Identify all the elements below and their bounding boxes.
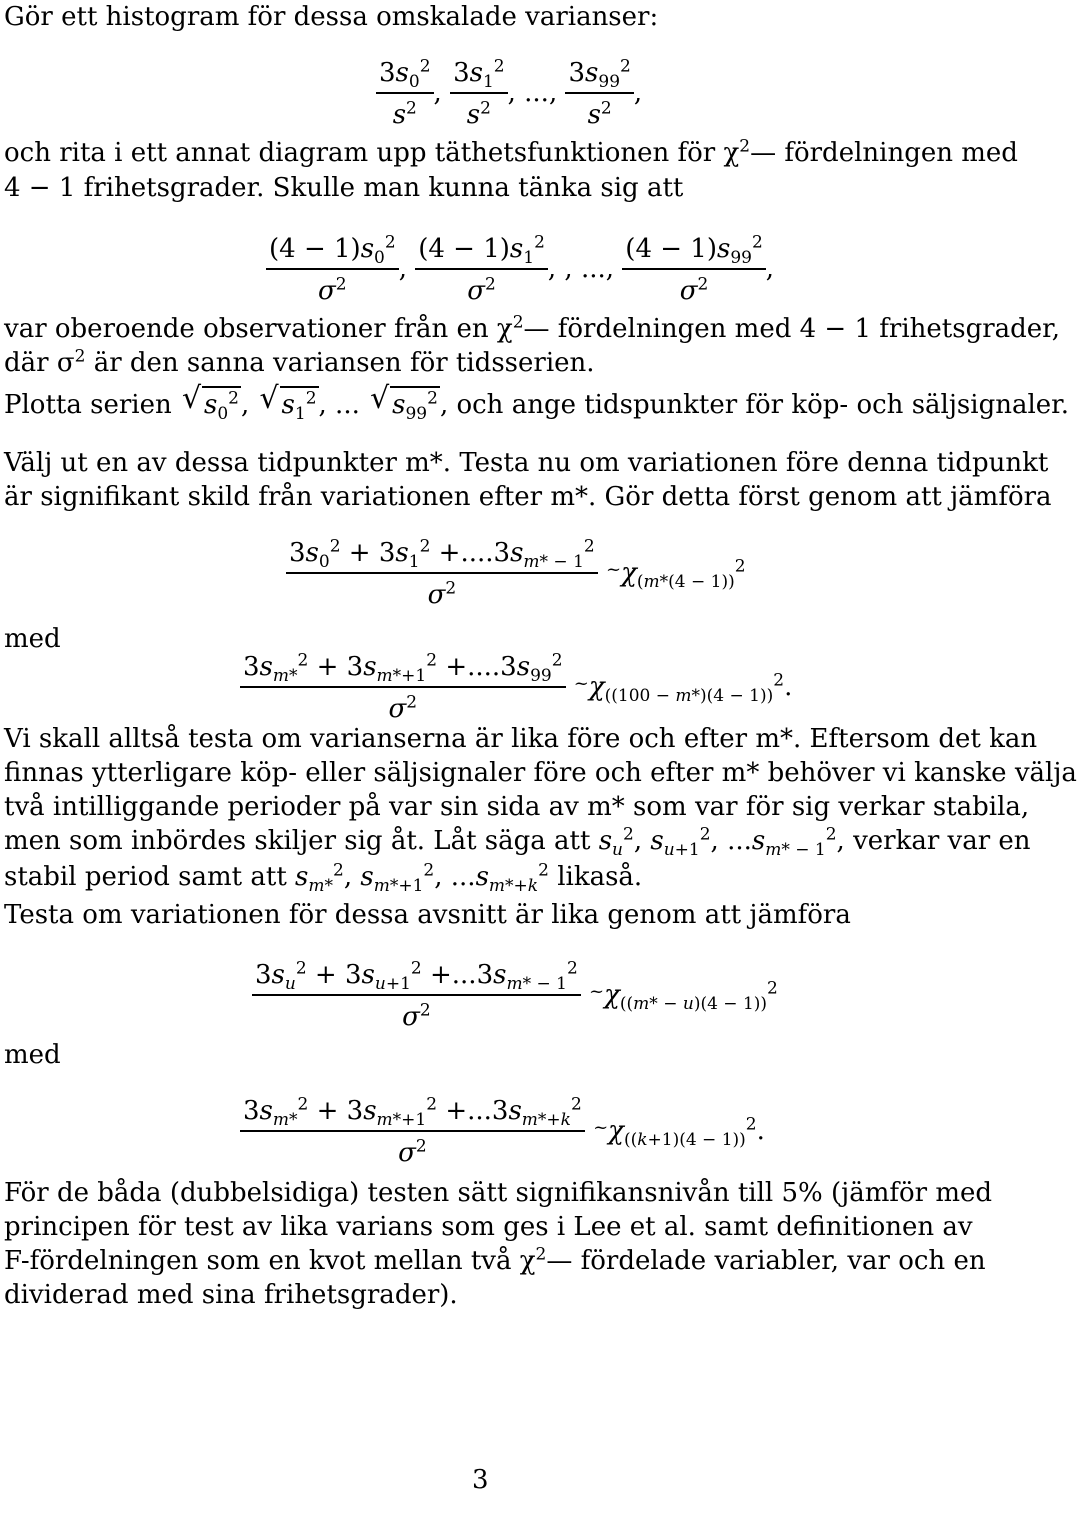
text-line: finnas ytterligare köp- eller säljsignaler före och efter m* behöver vi kanske välja <box>4 758 1077 788</box>
equation-scaled-by-sigma: $\frac{(4 - 1)s_0^2}{\sigma^2}$ , $\frac{(4 - 1)s_1^2}{\sigma^2}$ , , ..., $\frac{(4 - 1)s_{99}^2}{\sigma^2}$ , <box>266 232 774 308</box>
text-line: Välj ut en av dessa tidpunkter m*. Testa nu om variationen före denna tidpunkt <box>4 448 1049 478</box>
text-line: två intilliggande perioder på var sin sida av m* som var för sig verkar stabila, <box>4 792 1030 822</box>
text-line: F-fördelningen som en kvot mellan två $\chi^2—$ fördelade variabler, var och en <box>4 1244 986 1276</box>
text-line: är signifikant skild från variationen efter m*. Gör detta först genom att jämföra <box>4 482 1052 512</box>
text-line: Testa om variationen för dessa avsnitt är lika genom att jämföra <box>4 900 851 930</box>
equation-before-m: $\frac{3s_0^2 + 3s_1^2 +....3s_{m* - 1}^2}{\sigma^2}$ $^\sim\chi_{(m*(4 - 1))}^2$ <box>286 536 746 612</box>
equation-period-before: $\frac{3s_u^2 + 3s_{u+1}^2 +...3s_{m* - 1}^2}{\sigma^2}$ $^\sim\chi_{((m* - u)(4 - 1))}^2$ <box>252 958 778 1034</box>
text-line: För de båda (dubbelsidiga) testen sätt signifikansnivån till 5% (jämför med <box>4 1178 993 1208</box>
equation-after-m: $\frac{3s_{m*}^2 + 3s_{m*+1}^2 +....3s_{99}^2}{\sigma^2}$ $^\sim\chi_{((100 - m*)(4 - 1))}^2$. <box>240 650 792 726</box>
text-line: men som inbördes skiljer sig åt. Låt säga att $s_u^2$, $s_{u+1}^2$, $...s_{m* - 1}^2$, verkar var en <box>4 824 1031 861</box>
text-line: var oberoende observationer från en $\chi^2—$ fördelningen med 4 − 1 frihetsgrader, <box>4 312 1061 344</box>
text-line: och rita i ett annat diagram upp täthetsfunktionen för $\chi^2—$ fördelningen med <box>4 136 1018 168</box>
equation-rescaled-variances: $\frac{3s_0^2}{s^2}$ , $\frac{3s_1^2}{s^2}$ , ..., $\frac{3s_{99}^2}{s^2}$ , <box>376 56 642 132</box>
equation-period-after: $\frac{3s_{m*}^2 + 3s_{m*+1}^2 +...3s_{m*+k}^2}{\sigma^2}$ $^\sim\chi_{((k+1)(4 - 1))}^2$. <box>240 1094 765 1170</box>
text-line: Vi skall alltså testa om varianserna är lika före och efter m*. Eftersom det kan <box>4 724 1038 754</box>
text-line: där $\sigma^2$ är den sanna variansen för tidsserien. <box>4 346 595 378</box>
intro-text: Gör ett histogram för dessa omskalade varianser: <box>4 2 659 32</box>
page-number: 3 <box>472 1465 489 1495</box>
med-label: med <box>4 1040 61 1070</box>
text-line: dividerad med sina frihetsgrader). <box>4 1280 458 1310</box>
text-line: 4 − 1 frihetsgrader. Skulle man kunna tänka sig att <box>4 173 684 203</box>
med-label: med <box>4 624 61 654</box>
text-line: stabil period samt att $s_{m*}^2$, $s_{m*+1}^2$, $...s_{m*+k}^2$ likaså. <box>4 860 643 897</box>
text-line: principen för test av lika varians som ges i Lee et al. samt definitionen av <box>4 1212 973 1242</box>
plot-line: Plotta serien √ $s_0^2$, √ $s_1^2$, ... √ $s_{99}^2$, och ange tidspunkter för köp- och säljsignaler. <box>4 386 1069 422</box>
